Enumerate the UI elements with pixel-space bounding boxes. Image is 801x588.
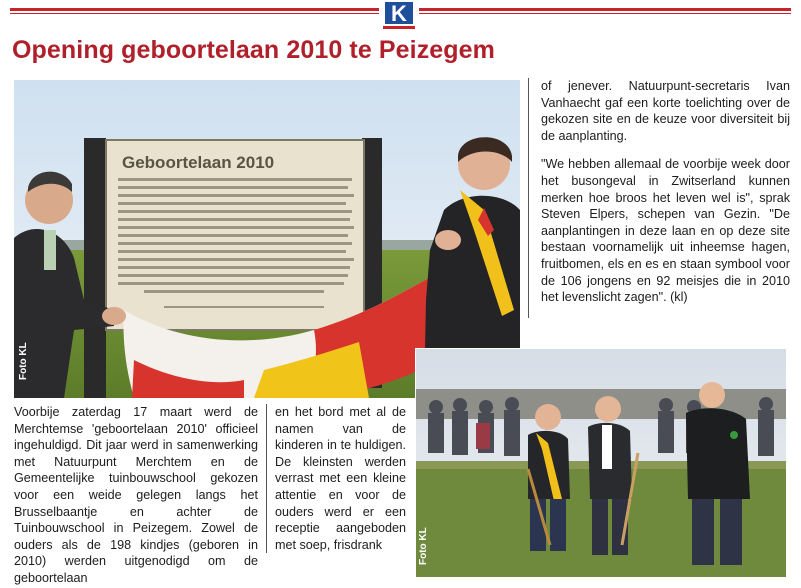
photo-credit-main: Foto KL — [18, 342, 29, 380]
article-title: Opening geboortelaan 2010 te Peizegem — [12, 36, 496, 64]
photo-tree-planting — [415, 348, 787, 578]
article-quote: "We hebben allemaal de voorbije week door het busongeval in Zwitserland kunnen merken hoe broos het leven wel is", sprak Steven Elpers, schepen van Gezin. "De aanplantingen in deze laan en op deze site bestaan voornamelijk uit inheemse hagen, fruitbomen, els en es en staan symbool voor de 106 jongens en 92 meisjes die in 2010 het levenslicht zagen". (kl) — [541, 157, 790, 305]
article-column-middle: en het bord met al de namen van de kinderen in te huldigen. De kleinsten werden verrast met een kleine attentie en voor de ouders werd er een receptie aangeboden met soep, frisdrank — [266, 404, 406, 553]
photo-tree-planting-image — [416, 349, 787, 578]
article-column-left: Voorbije zaterdag 17 maart werd de Merchtemse 'geboortelaan 2010' officieel ingehuldigd. Dit jaar werd in samenwerking met Natuurpunt Merchtem en de Gemeentelijke tuinbouwschool gekozen voor een weide gelegen langs het Brusselbaantje en achter de Tuinbouwschool in Peizegem. Zowel de ouders als de 198 kindjes (geboren in 2010) werden uitgenodigd om de geboortelaan — [14, 405, 258, 585]
sign-title: Geboortelaan 2010 — [122, 153, 275, 172]
photo-credit-second: Foto KL — [418, 527, 429, 565]
article-paragraph: of jenever. Natuurpunt-secretaris Ivan Vanhaecht gaf een korte toelichting over de gekozen site en de keuze voor diversiteit bij de aanplanting. — [541, 79, 790, 143]
publication-logo: K — [379, 0, 419, 32]
article-column-right — [528, 78, 790, 318]
